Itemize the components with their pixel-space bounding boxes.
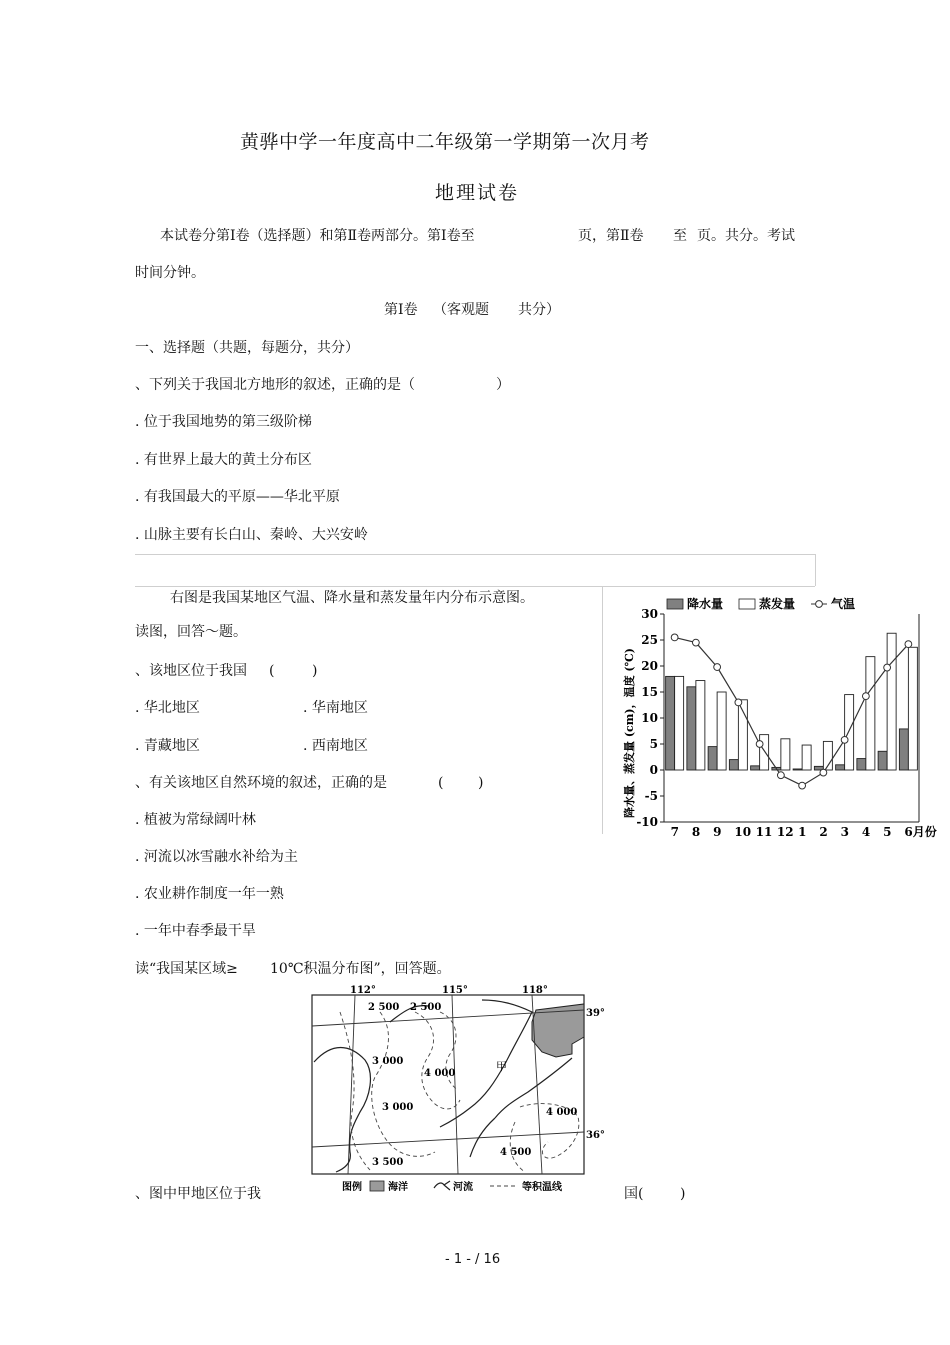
- x-tick-label: 11: [755, 825, 773, 838]
- q4-close: ): [680, 1186, 686, 1202]
- temperature-point: [905, 641, 912, 648]
- bar: [781, 739, 790, 770]
- y-tick-label: 20: [641, 659, 658, 673]
- isotherm-label: 2 500: [410, 1002, 442, 1013]
- intro-line2: 时间分钟。: [135, 265, 205, 281]
- q2-option-d: . 西南地区: [303, 738, 368, 754]
- divider: [815, 554, 816, 586]
- isotherm-label: 3 000: [372, 1056, 404, 1067]
- q1-option: . 有世界上最大的黄土分布区: [135, 452, 312, 468]
- bar: [887, 633, 896, 770]
- lon-label: 115°: [442, 985, 468, 996]
- q2-stem: 、该地区位于我国: [135, 663, 247, 679]
- q2-option-b: . 华南地区: [303, 700, 368, 716]
- bar: [717, 692, 726, 770]
- q3-option: . 农业耕作制度一年一熟: [135, 886, 284, 902]
- bar: [802, 745, 811, 770]
- y-tick-label: -5: [644, 789, 658, 803]
- isotherm-label: 3 500: [372, 1157, 404, 1168]
- isotherm-label: 2 500: [368, 1002, 400, 1013]
- legend-marker: [816, 601, 823, 608]
- q2-option-a: . 华北地区: [135, 700, 200, 716]
- chart-ylabel: 降水量、蒸发量 (cm)，温度 (℃): [623, 648, 636, 818]
- y-tick-label: 30: [641, 607, 658, 621]
- bar: [666, 676, 675, 770]
- y-tick-label: 5: [649, 737, 658, 751]
- part1-desc: （客观题: [433, 302, 489, 318]
- group2-intro: 右图是我国某地区气温、降水量和蒸发量年内分布示意图。: [170, 590, 534, 606]
- y-tick-label: 10: [641, 711, 658, 725]
- q3-option: . 一年中春季最干旱: [135, 923, 256, 939]
- legend-isotherm-label: 等积温线: [522, 1182, 562, 1193]
- temperature-point: [756, 741, 763, 748]
- bar: [908, 647, 917, 770]
- exam-title: 黄骅中学一年度高中二年级第一学期第一次月考: [240, 131, 650, 153]
- temperature-point: [714, 664, 721, 671]
- bar: [899, 729, 908, 770]
- x-tick-label: 12: [776, 825, 794, 838]
- q4-stem: 、图中甲地区位于我: [135, 1186, 261, 1202]
- x-tick-label: 9: [713, 825, 722, 838]
- temperature-map: [310, 982, 610, 1197]
- lat-label: 36°: [586, 1130, 605, 1141]
- bar: [729, 760, 738, 770]
- lon-label: 118°: [522, 985, 548, 996]
- map-legend-title: 图例: [342, 1182, 362, 1193]
- q3-paren: (: [438, 775, 444, 791]
- temperature-point: [692, 639, 699, 646]
- y-tick-label: 15: [641, 685, 658, 699]
- legend-ocean-label: 海洋: [388, 1182, 408, 1193]
- bar: [696, 681, 705, 770]
- isotherm-label: 4 000: [424, 1068, 456, 1079]
- q3-option: . 植被为常绿阔叶林: [135, 812, 256, 828]
- isotherm-label: 4 500: [500, 1147, 532, 1158]
- divider: [135, 554, 815, 555]
- y-tick-label: -10: [636, 815, 658, 829]
- legend-label: 蒸发量: [759, 597, 796, 611]
- bar: [751, 766, 760, 770]
- q3-option: . 河流以冰雪融水补给为主: [135, 849, 298, 865]
- x-tick-label: 6月份: [904, 825, 937, 838]
- bar: [793, 769, 802, 770]
- group2-intro: 读图，回答～题。: [135, 624, 247, 640]
- exam-subtitle: 地理试卷: [435, 182, 520, 204]
- x-tick-label: 7: [670, 825, 679, 838]
- y-tick-label: 0: [649, 763, 658, 777]
- x-tick-label: 3: [840, 825, 849, 838]
- temperature-point: [735, 699, 742, 706]
- temperature-point: [862, 693, 869, 700]
- lon-label: 112°: [350, 985, 376, 996]
- x-tick-label: 10: [734, 825, 752, 838]
- q2-close: ): [312, 663, 318, 679]
- q1-stem: 、下列关于我国北方地形的叙述，正确的是（: [135, 377, 415, 393]
- legend-label: 降水量: [687, 597, 724, 611]
- climate-chart: [603, 588, 945, 838]
- x-tick-label: 4: [861, 825, 871, 838]
- x-tick-label: 2: [819, 825, 828, 838]
- place-label-jia: 甲: [496, 1060, 507, 1073]
- bar: [845, 695, 854, 770]
- bar: [708, 747, 717, 770]
- legend-swatch: [739, 599, 755, 609]
- legend-river-label: 河流: [453, 1182, 473, 1193]
- bar: [878, 751, 887, 770]
- intro-line1d: 页。共分。考试: [697, 228, 795, 244]
- temperature-point: [799, 782, 806, 789]
- x-tick-label: 1: [798, 825, 807, 838]
- page-number: - 1 - / 16: [445, 1252, 501, 1267]
- legend-label: 气温: [831, 597, 856, 611]
- q3-close: ): [478, 775, 484, 791]
- isotherm-label: 3 000: [382, 1102, 414, 1113]
- divider: [135, 586, 815, 587]
- temperature-point: [884, 664, 891, 671]
- q1-option: . 有我国最大的平原——华北平原: [135, 489, 340, 505]
- temperature-point: [841, 736, 848, 743]
- bar: [687, 687, 696, 770]
- temperature-point: [820, 769, 827, 776]
- bar: [675, 676, 684, 770]
- part1-score: 共分）: [518, 302, 560, 318]
- intro-line1: 本试卷分第Ⅰ卷（选择题）和第Ⅱ卷两部分。第Ⅰ卷至: [160, 228, 475, 244]
- intro-line1c: 至: [673, 228, 687, 244]
- x-tick-label: 8: [691, 825, 701, 838]
- legend-swatch: [667, 599, 683, 609]
- intro-line1b: 页，第Ⅱ卷: [578, 228, 644, 244]
- temperature-point: [777, 772, 784, 779]
- lat-label: 39°: [586, 1008, 605, 1019]
- q4-stem2: 国(: [624, 1186, 644, 1202]
- legend-ocean-swatch: [370, 1181, 384, 1191]
- temperature-point: [671, 634, 678, 641]
- x-tick-label: 5: [883, 825, 892, 838]
- y-tick-label: 25: [641, 633, 658, 647]
- q1-option: . 山脉主要有长白山、秦岭、大兴安岭: [135, 527, 368, 543]
- q3-stem: 、有关该地区自然环境的叙述，正确的是: [135, 775, 387, 791]
- chart-legend: [667, 596, 855, 611]
- section1-heading: 一、选择题（共题，每题分，共分）: [135, 340, 359, 356]
- bar: [836, 765, 845, 770]
- q2-option-c: . 青藏地区: [135, 738, 200, 754]
- bar: [857, 759, 866, 770]
- legend-river-icon: [434, 1181, 450, 1190]
- q1-close: ）: [496, 377, 510, 393]
- part1-label: 第Ⅰ卷: [384, 302, 418, 318]
- isotherm-label: 4 000: [546, 1107, 578, 1118]
- q2-paren: (: [269, 663, 275, 679]
- group3-intro2: 10℃积温分布图”，回答题。: [270, 961, 451, 977]
- bar: [866, 657, 875, 770]
- group3-intro: 读“我国某区域≥: [135, 961, 238, 977]
- bar: [760, 735, 769, 770]
- q1-option: . 位于我国地势的第三级阶梯: [135, 414, 312, 430]
